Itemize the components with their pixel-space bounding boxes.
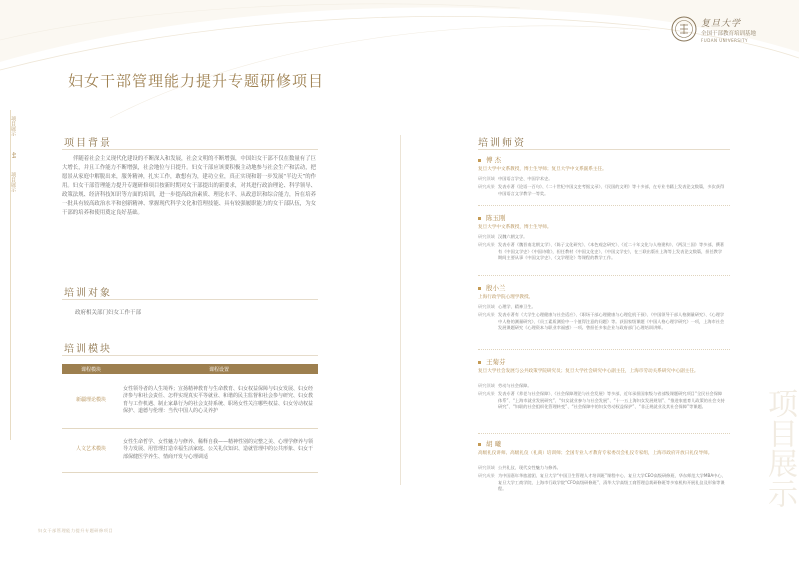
field-value: 心理学、精神卫生。 <box>498 304 536 309</box>
table-row <box>62 374 318 428</box>
teacher-name-text: 殷小兰 <box>486 284 506 292</box>
field-label: 研究领域 <box>478 304 495 309</box>
bullet-icon <box>478 217 481 220</box>
teacher-name-text: 胡 曦 <box>486 440 502 448</box>
teacher-achievements <box>478 242 730 262</box>
teacher-field <box>478 304 730 311</box>
field-label: 研究领域 <box>478 383 495 388</box>
spine-line <box>10 110 11 440</box>
teacher-title: 上海行政学院心理学教授。 <box>478 295 534 300</box>
column-divider <box>400 135 401 485</box>
teachers-heading: 培训师资 <box>478 138 526 149</box>
bullet-icon <box>478 361 481 364</box>
teacher-name <box>478 155 501 164</box>
teachers-rule <box>478 149 730 150</box>
spine-label-top: 项目展示 <box>10 116 16 136</box>
background-rule <box>62 149 318 150</box>
modules-table <box>62 364 318 473</box>
module-name: 新疆理论模块 <box>62 374 120 428</box>
teacher-name-text: 傅 杰 <box>486 156 502 164</box>
field-value: 中国语言学史、中国学术史。 <box>498 176 553 181</box>
achievements-value: 发表专著《魏晋南北朝文学》、《陈子文化研究》、《本色观念研究》、《近二十年文化与人格建构》、《两汉三国》等多部，撰著有《中国文学史》《中国诗歌》，担任教材《中国文化史》、《中国文学史》，在三联出版社上海等上发表论文数篇，担任教学期间主要从事《中国文学史》、《文学理论》等课程的教学工作。 <box>498 242 725 261</box>
audience-rule <box>62 299 318 300</box>
achievements-label: 研究成果 <box>478 391 495 396</box>
bullet-icon <box>478 159 481 162</box>
teacher-separator <box>478 349 730 350</box>
achievements-value: 发表专著《养老与社会保障》、《社会保障理论与社会发展》等多部，近年承担国家级与省部级课题研究项目“全民社会保障体系”、“上海市就业发展研究”、“妇女就业参与与社会发展”、“十一五上海妇女发展规划”、“推进家庭育儿政策的社会支持研究”、“妇联的社会组织化管理转变”、“社会保障中的妇女劳动权益保护”、“非正规就业及其社会保障”等课题。 <box>498 391 725 410</box>
field-value: 公共礼仪、现代女性魅力与修养。 <box>498 465 561 470</box>
teacher-separator <box>478 275 730 276</box>
achievements-value: 发表专著有《大学生心理健康与社会适应》、《职场干部心理健康与心理危机干预》、《中国领导干部人格测量研究》、《心理学中人格的测量研究》、《员工素质测验中一个值得注意的问题》等。获国家级课题《中国人格心理学研究》一项，上海市社会发展课题研究《心理资本与职业幸福感》一项。曾担任多家企业与政府部门心理培训讲师。 <box>498 312 725 331</box>
teacher-achievements <box>478 184 730 197</box>
module-courses: 女性领导者的人生境界；宣扬精神教育与生命教育、妇女权益保障与妇女发展、妇女经济参与和社会责任、怎样实现真实平等就业、和谐的民主监督和社会参与研究、妇女教育与工作机遇、制止家暴行为的社会支持系统、职场女性关注哪些权益、妇女劳动权益保护、道德与伦理：当代中国人的心灵养护 <box>120 374 318 428</box>
side-spine <box>3 110 17 440</box>
modules-heading: 培训模块 <box>64 344 112 355</box>
field-label: 研究领域 <box>478 176 495 181</box>
audience-heading: 培训对象 <box>64 288 112 299</box>
table-header-row <box>62 364 318 374</box>
teacher-title: 高级礼仪讲师、高级礼仪（礼商）培训师；全国专业人才教育专家委员会礼仪专家组，上海市政府开放日礼仪导师。 <box>478 451 713 456</box>
university-seal-icon <box>671 16 697 42</box>
teacher-field <box>478 465 730 472</box>
modules-rule <box>62 355 318 356</box>
teacher-field <box>478 176 730 183</box>
fudan-logo <box>671 14 781 52</box>
field-label: 研究领域 <box>478 234 495 239</box>
background-heading: 项目背景 <box>64 138 112 149</box>
page-footer: 妇女干部管理能力提升专题研修项目 <box>38 528 114 533</box>
table-row <box>62 428 318 472</box>
teacher-title: 复旦大学中文系教授，博士生导师；复旦大学中文系副系主任。 <box>478 167 607 172</box>
teacher-field <box>478 234 730 241</box>
column-header-courses: 课程设置 <box>120 364 318 374</box>
achievements-value: 为中国嘉年华旅游团、复旦大学“中国卫生管理人才培训班”课程中心、复旦大学CEO高级研修班、华东师范大学MBA中心、复旦大学工商学院、上海市行政学院“CFO高级研修班”、清华大学高级工商管理总裁研修班等多家机构开展礼仪及形象等课程。 <box>498 473 726 492</box>
watermark-text: 项目展示 <box>762 388 797 508</box>
achievements-label: 研究成果 <box>478 312 495 317</box>
teacher-name-text: 王菊芬 <box>486 358 506 366</box>
teacher-field <box>478 383 730 390</box>
achievements-label: 研究成果 <box>478 184 495 189</box>
audience-text: 政府相关部门妇女工作干部 <box>75 310 142 316</box>
achievements-value: 发表专著《论语一百句》、《二十世纪中国文史考据文录》、《民国的文明》等十多部，在专业书籍上发表论文数篇，多次获得中国语言文学教学一等奖。 <box>498 184 725 196</box>
spine-label-bottom: 项目展示 <box>10 172 16 192</box>
bullet-icon <box>478 443 481 446</box>
teacher-achievements <box>478 391 730 411</box>
field-label: 研究领域 <box>478 465 495 470</box>
teacher-achievements <box>478 473 730 493</box>
page-title: 妇女干部管理能力提升专题研修项目 <box>68 72 325 90</box>
logo-english-name: FUDAN UNIVERSITY <box>701 38 748 43</box>
teacher-name <box>478 213 506 222</box>
background-text: 伴随着社会主义现代化建设的不断深入和发展，社会文明的不断增强，中国妇女干部不仅在数量有了巨大增长，并且工作能力不断增强，社会地位与日提升。妇女干部应该要积极主动地参与社会生产和活动，把愿景从家庭中解脱出来，服务精神，扎实工作，敢想有为，建功立业，真正实现和谐一步发展“半边天”的作用。妇女干部管理能力提升专题研修项目按新时期对女干部提出的新要求，对其进行政治理论、科学领导、政策法规、经济科技知识等方面的培训，进一步提高政治素质、理论水平、从政意识和综合能力，旨在培养一批具有较高政治水平和创新精神、掌握现代科学文化和管理技能、具有较强履职能力的女干部队伍，为女干部的培养和使用奠定良好基础。 <box>62 156 316 216</box>
column-header-module: 课程模块 <box>62 364 120 374</box>
logo-chinese-name: 复旦大学 <box>701 19 742 29</box>
logo-subtitle: 全国干部教育培训基地 <box>701 31 757 37</box>
teacher-name <box>478 283 506 292</box>
teacher-separator <box>478 433 730 434</box>
teacher-name-text: 陈玉刚 <box>486 214 506 222</box>
module-name: 人文艺术模块 <box>62 428 120 472</box>
achievements-label: 研究成果 <box>478 473 495 478</box>
bullet-icon <box>478 287 481 290</box>
achievements-label: 研究成果 <box>478 242 495 247</box>
teacher-name <box>478 439 501 448</box>
field-value: 汉魏六朝文学。 <box>498 234 528 239</box>
module-courses: 女性生命哲学、女性魅力与修养、稀释自我——精神性别的完整之美、心理学修养与领导力发展、用管理打造幸福生活家庭、公关礼仪知识、造就管理中的公共形象、妇女干部保健医学养生、情商开发与心理调适 <box>120 428 318 472</box>
teacher-title: 复旦大学中文系教授，博士生导师。 <box>478 225 552 230</box>
teacher-separator <box>478 205 730 206</box>
teacher-achievements <box>478 312 730 332</box>
spine-page-number: 44 <box>10 152 16 159</box>
field-value: 劳动与社会保障。 <box>498 383 532 388</box>
teacher-title: 复旦大学社会发展与公共政策学院研究员；复旦大学社会研究中心副主任，上海市劳动关系研究中心副主任。 <box>478 369 699 374</box>
teacher-name <box>478 357 506 366</box>
